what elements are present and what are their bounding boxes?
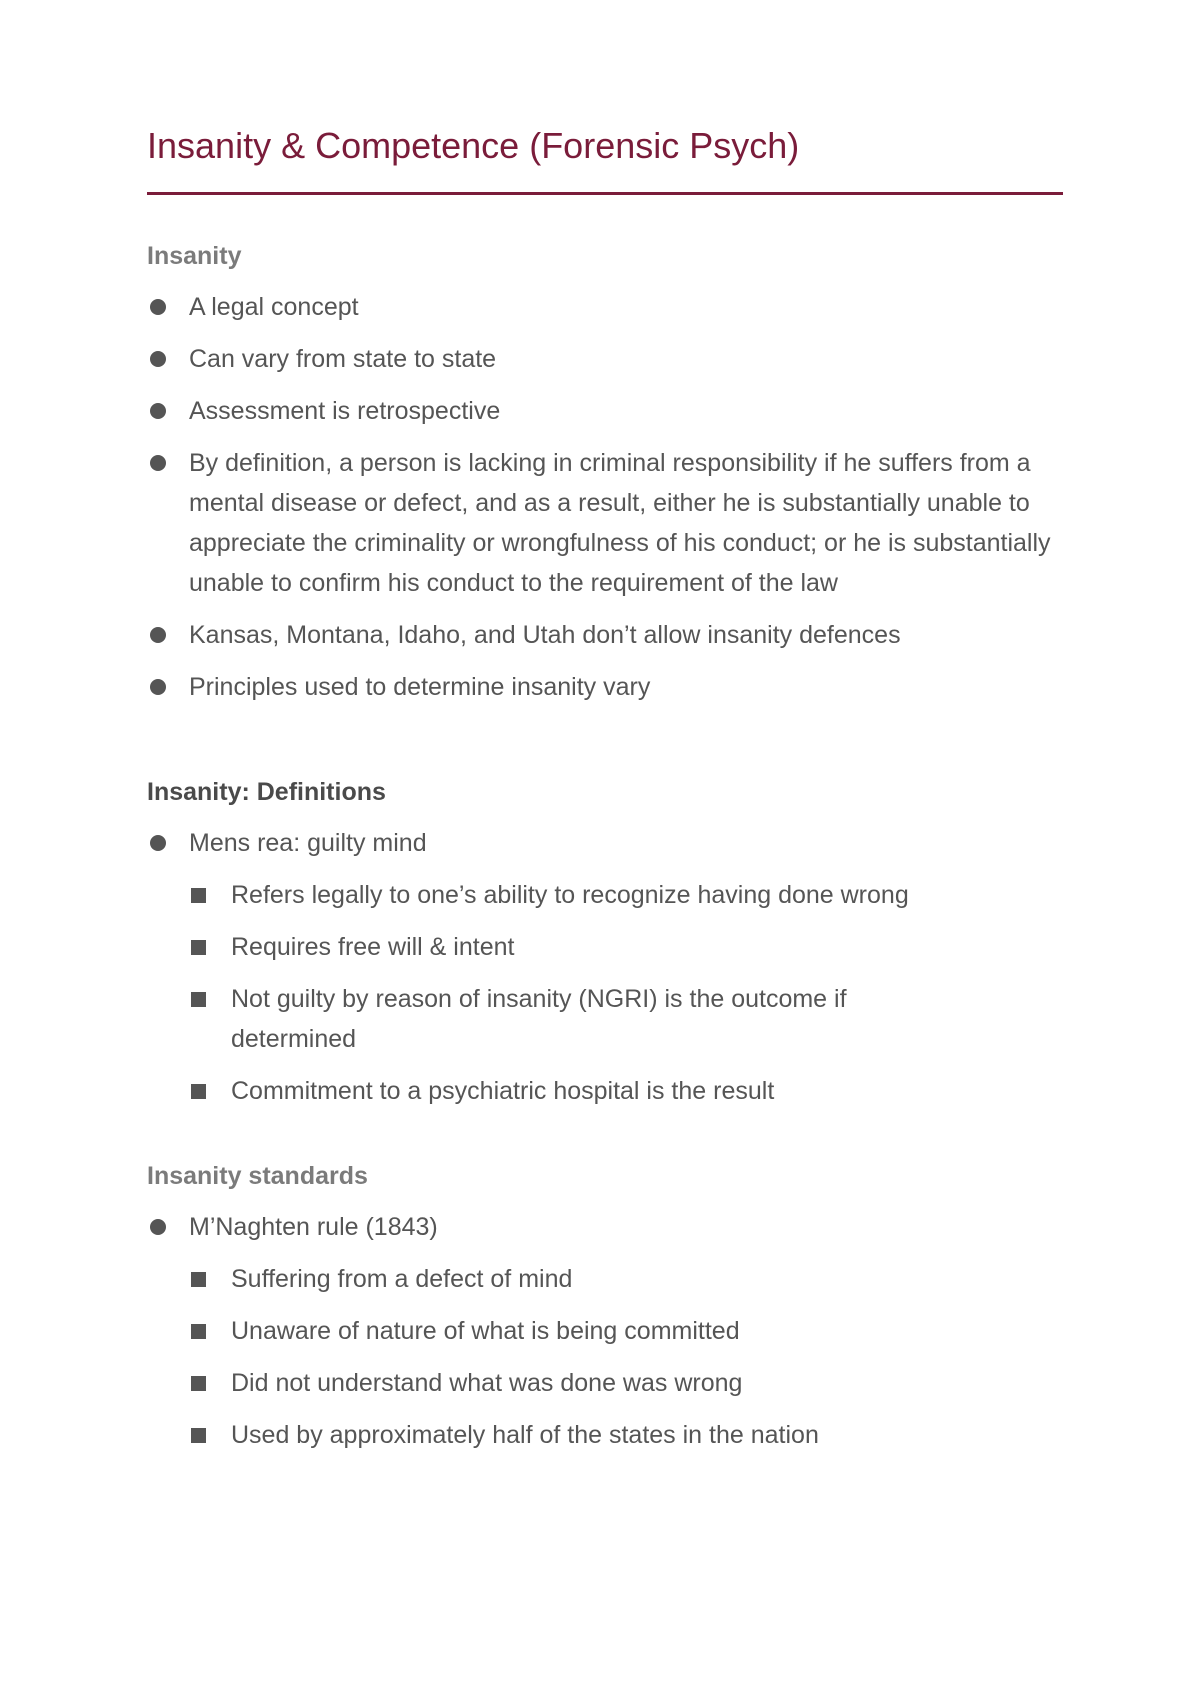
list-item: [147, 823, 1063, 863]
bullet-square-icon: [191, 940, 206, 955]
title-underline: [147, 192, 1063, 195]
section-insanity-standards: [147, 1159, 1063, 1455]
document-content: [147, 116, 1063, 1455]
sub-list-item-text: Not guilty by reason of insanity (NGRI) is the outcome if determined: [231, 985, 847, 1053]
list-item-text: Mens rea: guilty mind: [189, 829, 427, 857]
sub-list-item: [189, 875, 1063, 915]
bullet-square-icon: [191, 1272, 206, 1287]
bullet-square-icon: [191, 992, 206, 1007]
list-item: [147, 339, 1063, 379]
list-item-text: Kansas, Montana, Idaho, and Utah don’t allow insanity defences: [189, 621, 901, 649]
bullet-square-icon: [191, 1428, 206, 1443]
list-item: [147, 667, 1063, 707]
list-item-text: Principles used to determine insanity vary: [189, 673, 651, 701]
sub-list-item-text: Refers legally to one’s ability to recognize having done wrong: [231, 881, 909, 909]
list-item: [147, 443, 1063, 603]
section-heading: Insanity standards: [147, 1162, 368, 1190]
list-item: [147, 615, 1063, 655]
sub-list-item: [189, 979, 951, 1059]
bullet-square-icon: [191, 1084, 206, 1099]
sub-list-item-text: Used by approximately half of the states in the nation: [231, 1421, 819, 1449]
bullet-dot-icon: [150, 351, 166, 367]
document-title: Insanity & Competence (Forensic Psych): [147, 125, 800, 166]
sub-list-item-text: Requires free will & intent: [231, 933, 515, 961]
bullet-square-icon: [191, 888, 206, 903]
section-insanity-definitions: [147, 775, 1063, 1111]
list-item: [147, 1207, 1063, 1247]
bullet-dot-icon: [150, 627, 166, 643]
bullet-dot-icon: [150, 835, 166, 851]
list-item: [147, 287, 1063, 327]
bullet-list: [147, 823, 1063, 863]
section-insanity: [147, 239, 1063, 707]
sub-list-item-text: Unaware of nature of what is being committed: [231, 1317, 740, 1345]
sub-list-item: [189, 1071, 1063, 1111]
bullet-dot-icon: [150, 299, 166, 315]
sub-list-item: [189, 1415, 1063, 1455]
bullet-square-icon: [191, 1376, 206, 1391]
list-item-text: M’Naghten rule (1843): [189, 1213, 438, 1241]
bullet-dot-icon: [150, 1219, 166, 1235]
bullet-dot-icon: [150, 679, 166, 695]
section-heading: Insanity: Definitions: [147, 778, 386, 806]
sub-list-item: [189, 1259, 1063, 1299]
sub-bullet-list: [189, 875, 1063, 1111]
sub-bullet-list: [189, 1259, 1063, 1455]
bullet-list: [147, 1207, 1063, 1247]
bullet-square-icon: [191, 1324, 206, 1339]
section-heading: Insanity: [147, 242, 242, 270]
sub-list-item-text: Did not understand what was done was wrong: [231, 1369, 743, 1397]
bullet-dot-icon: [150, 455, 166, 471]
list-item-text: Assessment is retrospective: [189, 397, 501, 425]
sub-list-item: [189, 1311, 1063, 1351]
sub-list-item: [189, 1363, 1063, 1403]
list-item-text: A legal concept: [189, 293, 359, 321]
sub-list-item: [189, 927, 1063, 967]
list-item: [147, 391, 1063, 431]
bullet-list: [147, 287, 1063, 707]
sub-list-item-text: Suffering from a defect of mind: [231, 1265, 573, 1293]
list-item-text: By definition, a person is lacking in criminal responsibility if he suffers from a mental disease or defect, and as a result, either he is substantially unable to appreciate the criminality or wrongfulness of his conduct; or he is substantially unable to confirm his conduct to the requirement of the law: [189, 449, 1051, 597]
list-item-text: Can vary from state to state: [189, 345, 497, 373]
sub-list-item-text: Commitment to a psychiatric hospital is the result: [231, 1077, 775, 1105]
bullet-dot-icon: [150, 403, 166, 419]
